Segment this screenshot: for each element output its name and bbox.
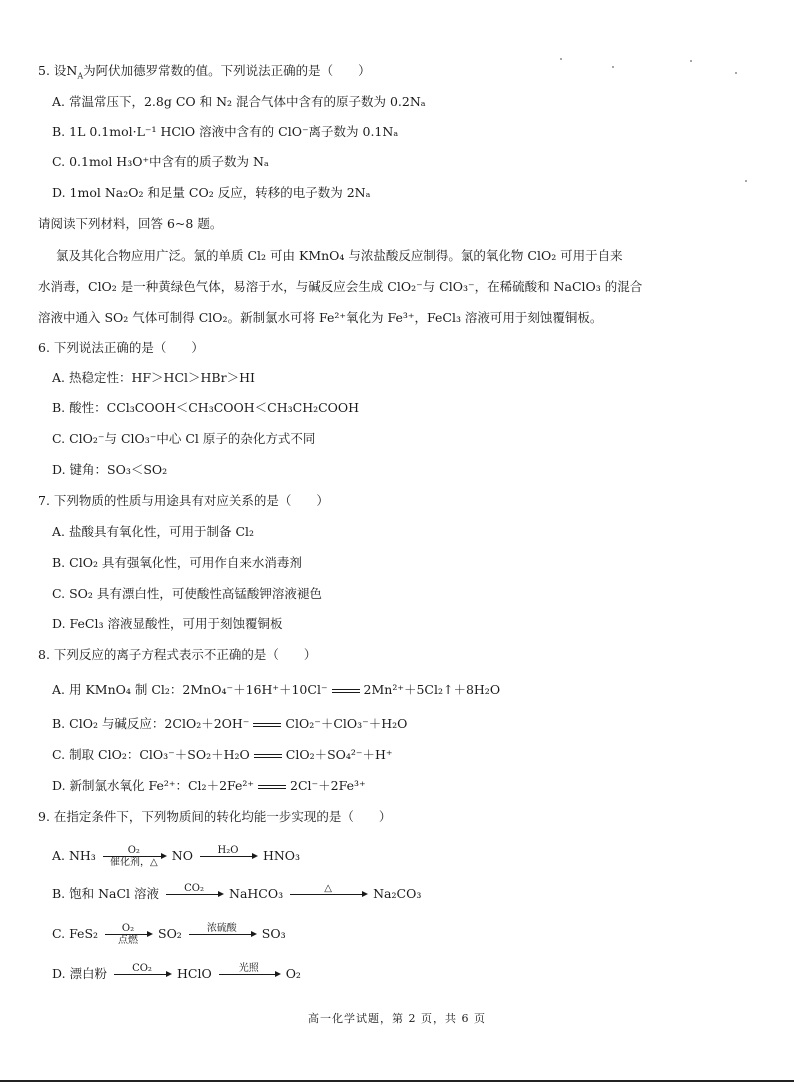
reaction-arrow-icon <box>105 923 151 946</box>
q9-a-end: HNO₃ <box>262 848 301 863</box>
scan-speck <box>560 58 562 60</box>
q9-stem: 9. 在指定条件下，下列物质间的转化均能一步实现的是（ ） <box>38 809 392 824</box>
page-footer: 高一化学试题，第 2 页，共 6 页 <box>308 1012 486 1025</box>
q8-b-reactants: B. ClO₂ 与碱反应：2ClO₂＋2OH⁻ <box>52 716 250 731</box>
q9-d-cond1-bottom <box>114 975 170 986</box>
q5-stem-prefix: 5. 设N <box>38 63 78 78</box>
q9-a-mid: NO <box>171 848 193 863</box>
q8-b-products: ClO₂⁻＋ClO₃⁻＋H₂O <box>285 716 408 731</box>
q6-stem: 6. 下列说法正确的是（ ） <box>38 340 204 355</box>
scan-speck <box>735 72 737 74</box>
q5-option-a: A. 常温常压下，2.8g CO 和 N₂ 混合气体中含有的原子数为 0.2Nₐ <box>52 94 426 109</box>
q9-c-start: C. FeS₂ <box>52 926 99 941</box>
scan-speck <box>612 66 614 68</box>
q9-b-cond1-top: CO₂ <box>184 883 204 894</box>
q8-d-products: 2Cl⁻＋2Fe³⁺ <box>290 778 366 793</box>
q5-stem-sub: A <box>77 71 84 81</box>
q9-option-d <box>52 954 734 994</box>
q6-option-b: B. 酸性：CCl₃COOH＜CH₃COOH＜CH₃CH₂COOH <box>52 400 360 415</box>
q9-c-cond1-bottom: 点燃 <box>118 935 139 946</box>
scan-speck <box>690 60 692 62</box>
material-line-3: 溶液中通入 SO₂ 气体可制得 ClO₂。新制氯水可将 Fe²⁺氧化为 Fe³⁺，FeCl₃ 溶液可用于刻蚀覆铜板。 <box>38 310 603 325</box>
q9-d-cond1-top: CO₂ <box>132 963 152 974</box>
q7-option-c: C. SO₂ 具有漂白性，可使酸性高锰酸钾溶液褪色 <box>52 586 322 601</box>
reaction-arrow-icon <box>103 845 165 868</box>
reaction-arrow-icon <box>219 963 279 986</box>
material-line-1: 氯及其化合物应用广泛。氯的单质 Cl₂ 可由 KMnO₄ 与浓盐酸反应制得。氯的氧化物 ClO₂ 可用于自来 <box>56 248 623 263</box>
q9-a-start: A. NH₃ <box>52 848 96 863</box>
q9-d-cond2-top: 光照 <box>238 963 259 974</box>
equals-sign-icon <box>332 689 360 693</box>
q8-c-reactants: C. 制取 ClO₂：ClO₃⁻＋SO₂＋H₂O <box>52 747 250 762</box>
reaction-arrow-icon <box>290 883 366 906</box>
q9-option-b <box>52 874 734 914</box>
q9-c-cond1-top: O₂ <box>121 923 135 934</box>
q5-stem-rest: 为阿伏加德罗常数的值。下列说法正确的是（ ） <box>83 63 371 78</box>
q8-stem: 8. 下列反应的离子方程式表示不正确的是（ ） <box>38 647 317 662</box>
reaction-arrow-icon <box>189 923 255 946</box>
equals-sign-icon <box>254 754 282 758</box>
q9-b-end: Na₂CO₃ <box>373 886 422 901</box>
q9-b-mid: NaHCO₃ <box>229 886 284 901</box>
q9-a-cond2-bottom <box>200 857 256 868</box>
q5-option-d: D. 1mol Na₂O₂ 和足量 CO₂ 反应，转移的电子数为 2Nₐ <box>52 185 371 200</box>
q8-option-b <box>52 715 734 733</box>
q5-option-c: C. 0.1mol H₃O⁺中含有的质子数为 Nₐ <box>52 154 269 169</box>
equals-sign-icon <box>258 785 286 789</box>
reaction-arrow-icon <box>166 883 222 906</box>
q6-option-a: A. 热稳定性：HF＞HCl＞HBr＞HI <box>52 370 255 385</box>
q9-c-cond2-bottom <box>189 935 255 946</box>
q8-a-products: 2Mn²⁺＋5Cl₂↑＋8H₂O <box>363 682 501 697</box>
q9-a-cond2-top: H₂O <box>217 845 239 856</box>
q9-a-cond1-top: O₂ <box>127 845 140 856</box>
q8-c-products: ClO₂＋SO₄²⁻＋H⁺ <box>285 747 393 762</box>
q8-option-d <box>52 777 734 795</box>
material-intro: 请阅读下列材料，回答 6~8 题。 <box>38 216 223 231</box>
q8-a-reactants: A. 用 KMnO₄ 制 Cl₂：2MnO₄⁻＋16H⁺＋10Cl⁻ <box>52 682 328 697</box>
q6-option-c: C. ClO₂⁻与 ClO₃⁻中心 Cl 原子的杂化方式不同 <box>52 431 316 446</box>
q7-stem: 7. 下列物质的性质与用途具有对应关系的是（ ） <box>38 493 329 508</box>
q9-option-c <box>52 914 734 954</box>
q7-option-d: D. FeCl₃ 溶液显酸性，可用于刻蚀覆铜板 <box>52 616 283 631</box>
q9-b-cond2-bottom <box>290 895 366 906</box>
q9-c-end: SO₃ <box>261 926 286 941</box>
q7-option-a: A. 盐酸具有氧化性，可用于制备 Cl₂ <box>52 524 255 539</box>
q9-a-cond1-bottom: 催化剂，△ <box>109 857 158 868</box>
q9-d-end: O₂ <box>285 966 301 981</box>
q9-d-mid: HClO <box>177 966 212 981</box>
q9-d-cond2-bottom <box>219 975 279 986</box>
q9-d-start: D. 漂白粉 <box>52 966 108 981</box>
bottom-rule <box>0 1080 794 1082</box>
q8-option-c <box>52 746 734 764</box>
q9-option-a <box>52 836 734 876</box>
q8-d-reactants: D. 新制氯水氧化 Fe²⁺：Cl₂＋2Fe²⁺ <box>52 778 255 793</box>
q5-option-b: B. 1L 0.1mol·L⁻¹ HClO 溶液中含有的 ClO⁻离子数为 0.1Nₐ <box>52 124 399 139</box>
reaction-arrow-icon <box>200 845 256 868</box>
q9-b-cond1-bottom <box>166 895 222 906</box>
q5-stem <box>38 62 734 80</box>
q6-option-d: D. 键角：SO₃＜SO₂ <box>52 462 168 477</box>
q9-b-start: B. 饱和 NaCl 溶液 <box>52 886 160 901</box>
reaction-arrow-icon <box>114 963 170 986</box>
q9-b-cond2-top: △ <box>324 883 332 894</box>
material-line-2: 水消毒，ClO₂ 是一种黄绿色气体，易溶于水，与碱反应会生成 ClO₂⁻与 ClO₃⁻，在稀硫酸和 NaClO₃ 的混合 <box>38 279 643 294</box>
equals-sign-icon <box>253 723 281 727</box>
q8-option-a <box>52 681 734 699</box>
q9-c-mid: SO₂ <box>158 926 182 941</box>
q9-c-cond2-top: 浓硫酸 <box>206 923 237 934</box>
scan-speck <box>745 180 747 182</box>
q7-option-b: B. ClO₂ 具有强氧化性，可用作自来水消毒剂 <box>52 555 302 570</box>
